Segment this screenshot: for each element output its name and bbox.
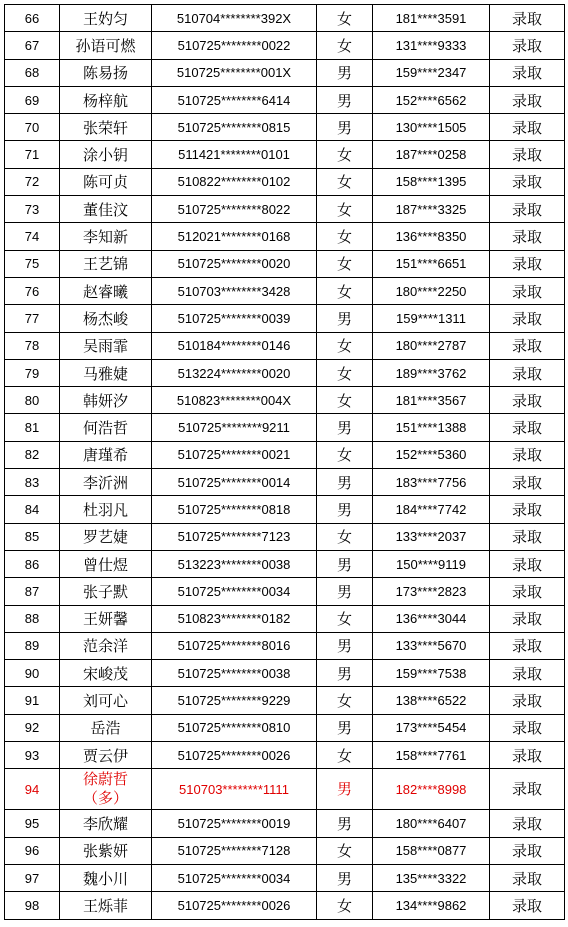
status-cell: 录取 <box>490 86 565 113</box>
row-number-cell: 86 <box>5 550 60 577</box>
id-number-cell: 510725********6414 <box>152 86 317 113</box>
phone-cell: 187****3325 <box>373 196 490 223</box>
row-number-cell: 94 <box>5 769 60 810</box>
id-number-cell: 510725********0020 <box>152 250 317 277</box>
student-name-cell: 杨杰峻 <box>60 305 152 332</box>
gender-cell: 男 <box>317 632 373 659</box>
table-row <box>5 332 565 359</box>
gender-cell: 女 <box>317 837 373 864</box>
phone-cell: 134****9862 <box>373 892 490 919</box>
phone-cell: 183****7756 <box>373 469 490 496</box>
row-number-cell: 78 <box>5 332 60 359</box>
status-cell: 录取 <box>490 359 565 386</box>
status-cell: 录取 <box>490 32 565 59</box>
status-cell: 录取 <box>490 632 565 659</box>
id-number-cell: 510725********0039 <box>152 305 317 332</box>
row-number-cell: 68 <box>5 59 60 86</box>
status-cell: 录取 <box>490 387 565 414</box>
row-number-cell: 72 <box>5 168 60 195</box>
id-number-cell: 510725********0034 <box>152 864 317 891</box>
row-number-cell: 92 <box>5 714 60 741</box>
status-cell: 录取 <box>490 277 565 304</box>
id-number-cell: 510725********7128 <box>152 837 317 864</box>
row-number-cell: 70 <box>5 114 60 141</box>
student-name-cell <box>60 769 152 810</box>
student-name-cell: 马雅婕 <box>60 359 152 386</box>
status-cell: 录取 <box>490 810 565 837</box>
table-row <box>5 714 565 741</box>
row-number-cell: 85 <box>5 523 60 550</box>
status-cell: 录取 <box>490 687 565 714</box>
phone-cell: 133****2037 <box>373 523 490 550</box>
phone-cell: 184****7742 <box>373 496 490 523</box>
id-number-cell: 510725********001X <box>152 59 317 86</box>
gender-cell: 女 <box>317 523 373 550</box>
student-name-cell: 何浩哲 <box>60 414 152 441</box>
id-number-cell: 513224********0020 <box>152 359 317 386</box>
gender-cell: 男 <box>317 305 373 332</box>
id-number-cell: 510725********7123 <box>152 523 317 550</box>
gender-cell: 女 <box>317 332 373 359</box>
status-cell: 录取 <box>490 864 565 891</box>
gender-cell: 女 <box>317 441 373 468</box>
phone-cell: 152****6562 <box>373 86 490 113</box>
table-row <box>5 864 565 891</box>
phone-cell: 180****2787 <box>373 332 490 359</box>
table-row <box>5 168 565 195</box>
status-cell: 录取 <box>490 660 565 687</box>
phone-cell: 158****7761 <box>373 742 490 769</box>
row-number-cell: 90 <box>5 660 60 687</box>
id-number-cell: 513223********0038 <box>152 550 317 577</box>
phone-cell: 181****3567 <box>373 387 490 414</box>
id-number-cell: 510725********8016 <box>152 632 317 659</box>
status-cell: 录取 <box>490 5 565 32</box>
phone-cell: 136****3044 <box>373 605 490 632</box>
student-name-cell: 孙语可燃 <box>60 32 152 59</box>
gender-cell: 女 <box>317 605 373 632</box>
student-name-cell: 董佳汶 <box>60 196 152 223</box>
phone-cell: 189****3762 <box>373 359 490 386</box>
id-number-cell: 510725********0019 <box>152 810 317 837</box>
gender-cell: 女 <box>317 359 373 386</box>
phone-cell: 173****5454 <box>373 714 490 741</box>
phone-cell: 181****3591 <box>373 5 490 32</box>
student-name-cell: 魏小川 <box>60 864 152 891</box>
status-cell: 录取 <box>490 714 565 741</box>
status-cell: 录取 <box>490 196 565 223</box>
row-number-cell: 81 <box>5 414 60 441</box>
row-number-cell: 89 <box>5 632 60 659</box>
status-cell: 录取 <box>490 469 565 496</box>
table-row <box>5 86 565 113</box>
gender-cell: 女 <box>317 277 373 304</box>
id-number-cell: 510725********0021 <box>152 441 317 468</box>
student-name-cell: 刘可心 <box>60 687 152 714</box>
table-row <box>5 32 565 59</box>
status-cell: 录取 <box>490 605 565 632</box>
gender-cell: 女 <box>317 5 373 32</box>
id-number-cell: 510725********0818 <box>152 496 317 523</box>
gender-cell: 女 <box>317 892 373 919</box>
phone-cell: 130****1505 <box>373 114 490 141</box>
phone-cell: 158****0877 <box>373 837 490 864</box>
status-cell: 录取 <box>490 141 565 168</box>
row-number-cell: 79 <box>5 359 60 386</box>
table-row <box>5 305 565 332</box>
table-row <box>5 660 565 687</box>
student-name-cell: 杨梓航 <box>60 86 152 113</box>
row-number-cell: 76 <box>5 277 60 304</box>
phone-cell: 133****5670 <box>373 632 490 659</box>
row-number-cell: 98 <box>5 892 60 919</box>
id-number-cell: 510184********0146 <box>152 332 317 359</box>
student-name-cell: 宋峻茂 <box>60 660 152 687</box>
student-name-cell: 张紫妍 <box>60 837 152 864</box>
phone-cell: 187****0258 <box>373 141 490 168</box>
phone-cell: 151****1388 <box>373 414 490 441</box>
row-number-cell: 83 <box>5 469 60 496</box>
table-row <box>5 892 565 919</box>
student-name-cell: 赵睿曦 <box>60 277 152 304</box>
table-row <box>5 114 565 141</box>
row-number-cell: 80 <box>5 387 60 414</box>
gender-cell: 女 <box>317 168 373 195</box>
table-row <box>5 469 565 496</box>
gender-cell: 女 <box>317 387 373 414</box>
id-number-cell: 510725********9211 <box>152 414 317 441</box>
table-row <box>5 523 565 550</box>
row-number-cell: 87 <box>5 578 60 605</box>
id-number-cell: 510725********0014 <box>152 469 317 496</box>
status-cell: 录取 <box>490 578 565 605</box>
gender-cell: 男 <box>317 810 373 837</box>
id-number-cell: 510725********0022 <box>152 32 317 59</box>
table-row <box>5 250 565 277</box>
phone-cell: 159****1311 <box>373 305 490 332</box>
gender-cell: 男 <box>317 660 373 687</box>
id-number-cell: 511421********0101 <box>152 141 317 168</box>
id-number-cell: 510725********0810 <box>152 714 317 741</box>
status-cell: 录取 <box>490 332 565 359</box>
row-number-cell: 69 <box>5 86 60 113</box>
row-number-cell: 75 <box>5 250 60 277</box>
student-name: 徐蔚哲 <box>82 770 128 789</box>
table-row <box>5 223 565 250</box>
status-cell: 录取 <box>490 496 565 523</box>
phone-cell: 158****1395 <box>373 168 490 195</box>
status-cell: 录取 <box>490 892 565 919</box>
phone-cell: 152****5360 <box>373 441 490 468</box>
table-row <box>5 387 565 414</box>
table-row <box>5 141 565 168</box>
id-number-cell: 510725********0815 <box>152 114 317 141</box>
id-number-cell: 510725********8022 <box>152 196 317 223</box>
id-number-cell: 510704********392X <box>152 5 317 32</box>
student-name-cell: 李欣耀 <box>60 810 152 837</box>
student-name-cell: 罗艺婕 <box>60 523 152 550</box>
student-name-cell: 涂小钥 <box>60 141 152 168</box>
admission-table <box>4 4 565 920</box>
table-row <box>5 5 565 32</box>
table-row <box>5 550 565 577</box>
phone-cell: 159****7538 <box>373 660 490 687</box>
phone-cell: 150****9119 <box>373 550 490 577</box>
row-number-cell: 88 <box>5 605 60 632</box>
student-name-cell: 岳浩 <box>60 714 152 741</box>
table-row <box>5 441 565 468</box>
row-number-cell: 71 <box>5 141 60 168</box>
id-number-cell: 510823********0182 <box>152 605 317 632</box>
id-number-cell: 510725********0034 <box>152 578 317 605</box>
student-name-cell: 贾云伊 <box>60 742 152 769</box>
id-number-cell: 510703********3428 <box>152 277 317 304</box>
status-cell: 录取 <box>490 550 565 577</box>
table-row <box>5 196 565 223</box>
id-number-cell: 512021********0168 <box>152 223 317 250</box>
id-number-cell: 510822********0102 <box>152 168 317 195</box>
phone-cell: 182****8998 <box>373 769 490 810</box>
table-row <box>5 59 565 86</box>
phone-cell: 138****6522 <box>373 687 490 714</box>
status-cell: 录取 <box>490 59 565 86</box>
table-row <box>5 769 565 810</box>
phone-cell: 151****6651 <box>373 250 490 277</box>
table-row <box>5 277 565 304</box>
table-row <box>5 810 565 837</box>
student-name-cell: 唐瑾希 <box>60 441 152 468</box>
student-name-cell: 陈易扬 <box>60 59 152 86</box>
table-row <box>5 632 565 659</box>
status-cell: 录取 <box>490 305 565 332</box>
table-row <box>5 605 565 632</box>
gender-cell: 女 <box>317 250 373 277</box>
gender-cell: 男 <box>317 714 373 741</box>
gender-cell: 男 <box>317 114 373 141</box>
gender-cell: 男 <box>317 86 373 113</box>
student-name-note: （多） <box>82 789 128 808</box>
status-cell: 录取 <box>490 742 565 769</box>
student-name-cell: 范余洋 <box>60 632 152 659</box>
student-name-cell: 李沂洲 <box>60 469 152 496</box>
student-name-cell: 杜羽凡 <box>60 496 152 523</box>
student-name-cell: 张荣轩 <box>60 114 152 141</box>
row-number-cell: 77 <box>5 305 60 332</box>
gender-cell: 女 <box>317 32 373 59</box>
student-name-cell: 韩妍汐 <box>60 387 152 414</box>
row-number-cell: 93 <box>5 742 60 769</box>
table-row <box>5 414 565 441</box>
gender-cell: 女 <box>317 196 373 223</box>
row-number-cell: 82 <box>5 441 60 468</box>
id-number-cell: 510725********0038 <box>152 660 317 687</box>
gender-cell: 女 <box>317 141 373 168</box>
status-cell: 录取 <box>490 837 565 864</box>
status-cell: 录取 <box>490 441 565 468</box>
phone-cell: 180****6407 <box>373 810 490 837</box>
status-cell: 录取 <box>490 168 565 195</box>
table-row <box>5 496 565 523</box>
id-number-cell: 510725********9229 <box>152 687 317 714</box>
student-name-cell: 李知新 <box>60 223 152 250</box>
status-cell: 录取 <box>490 114 565 141</box>
row-number-cell: 91 <box>5 687 60 714</box>
phone-cell: 180****2250 <box>373 277 490 304</box>
id-number-cell: 510703********1111 <box>152 769 317 810</box>
gender-cell: 女 <box>317 223 373 250</box>
row-number-cell: 66 <box>5 5 60 32</box>
phone-cell: 135****3322 <box>373 864 490 891</box>
gender-cell: 男 <box>317 496 373 523</box>
gender-cell: 女 <box>317 687 373 714</box>
phone-cell: 131****9333 <box>373 32 490 59</box>
status-cell: 录取 <box>490 250 565 277</box>
phone-cell: 136****8350 <box>373 223 490 250</box>
phone-cell: 159****2347 <box>373 59 490 86</box>
table-row <box>5 837 565 864</box>
student-name-cell: 吴雨霏 <box>60 332 152 359</box>
id-number-cell: 510823********004X <box>152 387 317 414</box>
student-name-cell: 王艺锦 <box>60 250 152 277</box>
table-row <box>5 359 565 386</box>
gender-cell: 男 <box>317 469 373 496</box>
table-row <box>5 578 565 605</box>
table-row <box>5 742 565 769</box>
status-cell: 录取 <box>490 223 565 250</box>
gender-cell: 男 <box>317 578 373 605</box>
row-number-cell: 96 <box>5 837 60 864</box>
row-number-cell: 67 <box>5 32 60 59</box>
student-name-cell: 王烁菲 <box>60 892 152 919</box>
gender-cell: 女 <box>317 742 373 769</box>
table-row <box>5 687 565 714</box>
student-name-cell: 张子默 <box>60 578 152 605</box>
gender-cell: 男 <box>317 864 373 891</box>
row-number-cell: 95 <box>5 810 60 837</box>
gender-cell: 男 <box>317 769 373 810</box>
status-cell: 录取 <box>490 769 565 810</box>
status-cell: 录取 <box>490 414 565 441</box>
gender-cell: 男 <box>317 414 373 441</box>
row-number-cell: 73 <box>5 196 60 223</box>
table-body <box>5 5 565 920</box>
phone-cell: 173****2823 <box>373 578 490 605</box>
row-number-cell: 74 <box>5 223 60 250</box>
student-name-cell: 陈可贞 <box>60 168 152 195</box>
id-number-cell: 510725********0026 <box>152 892 317 919</box>
status-cell: 录取 <box>490 523 565 550</box>
gender-cell: 男 <box>317 550 373 577</box>
row-number-cell: 97 <box>5 864 60 891</box>
gender-cell: 男 <box>317 59 373 86</box>
student-name-cell: 曾仕煜 <box>60 550 152 577</box>
row-number-cell: 84 <box>5 496 60 523</box>
student-name-cell: 王妁匀 <box>60 5 152 32</box>
id-number-cell: 510725********0026 <box>152 742 317 769</box>
student-name-cell: 王妍馨 <box>60 605 152 632</box>
